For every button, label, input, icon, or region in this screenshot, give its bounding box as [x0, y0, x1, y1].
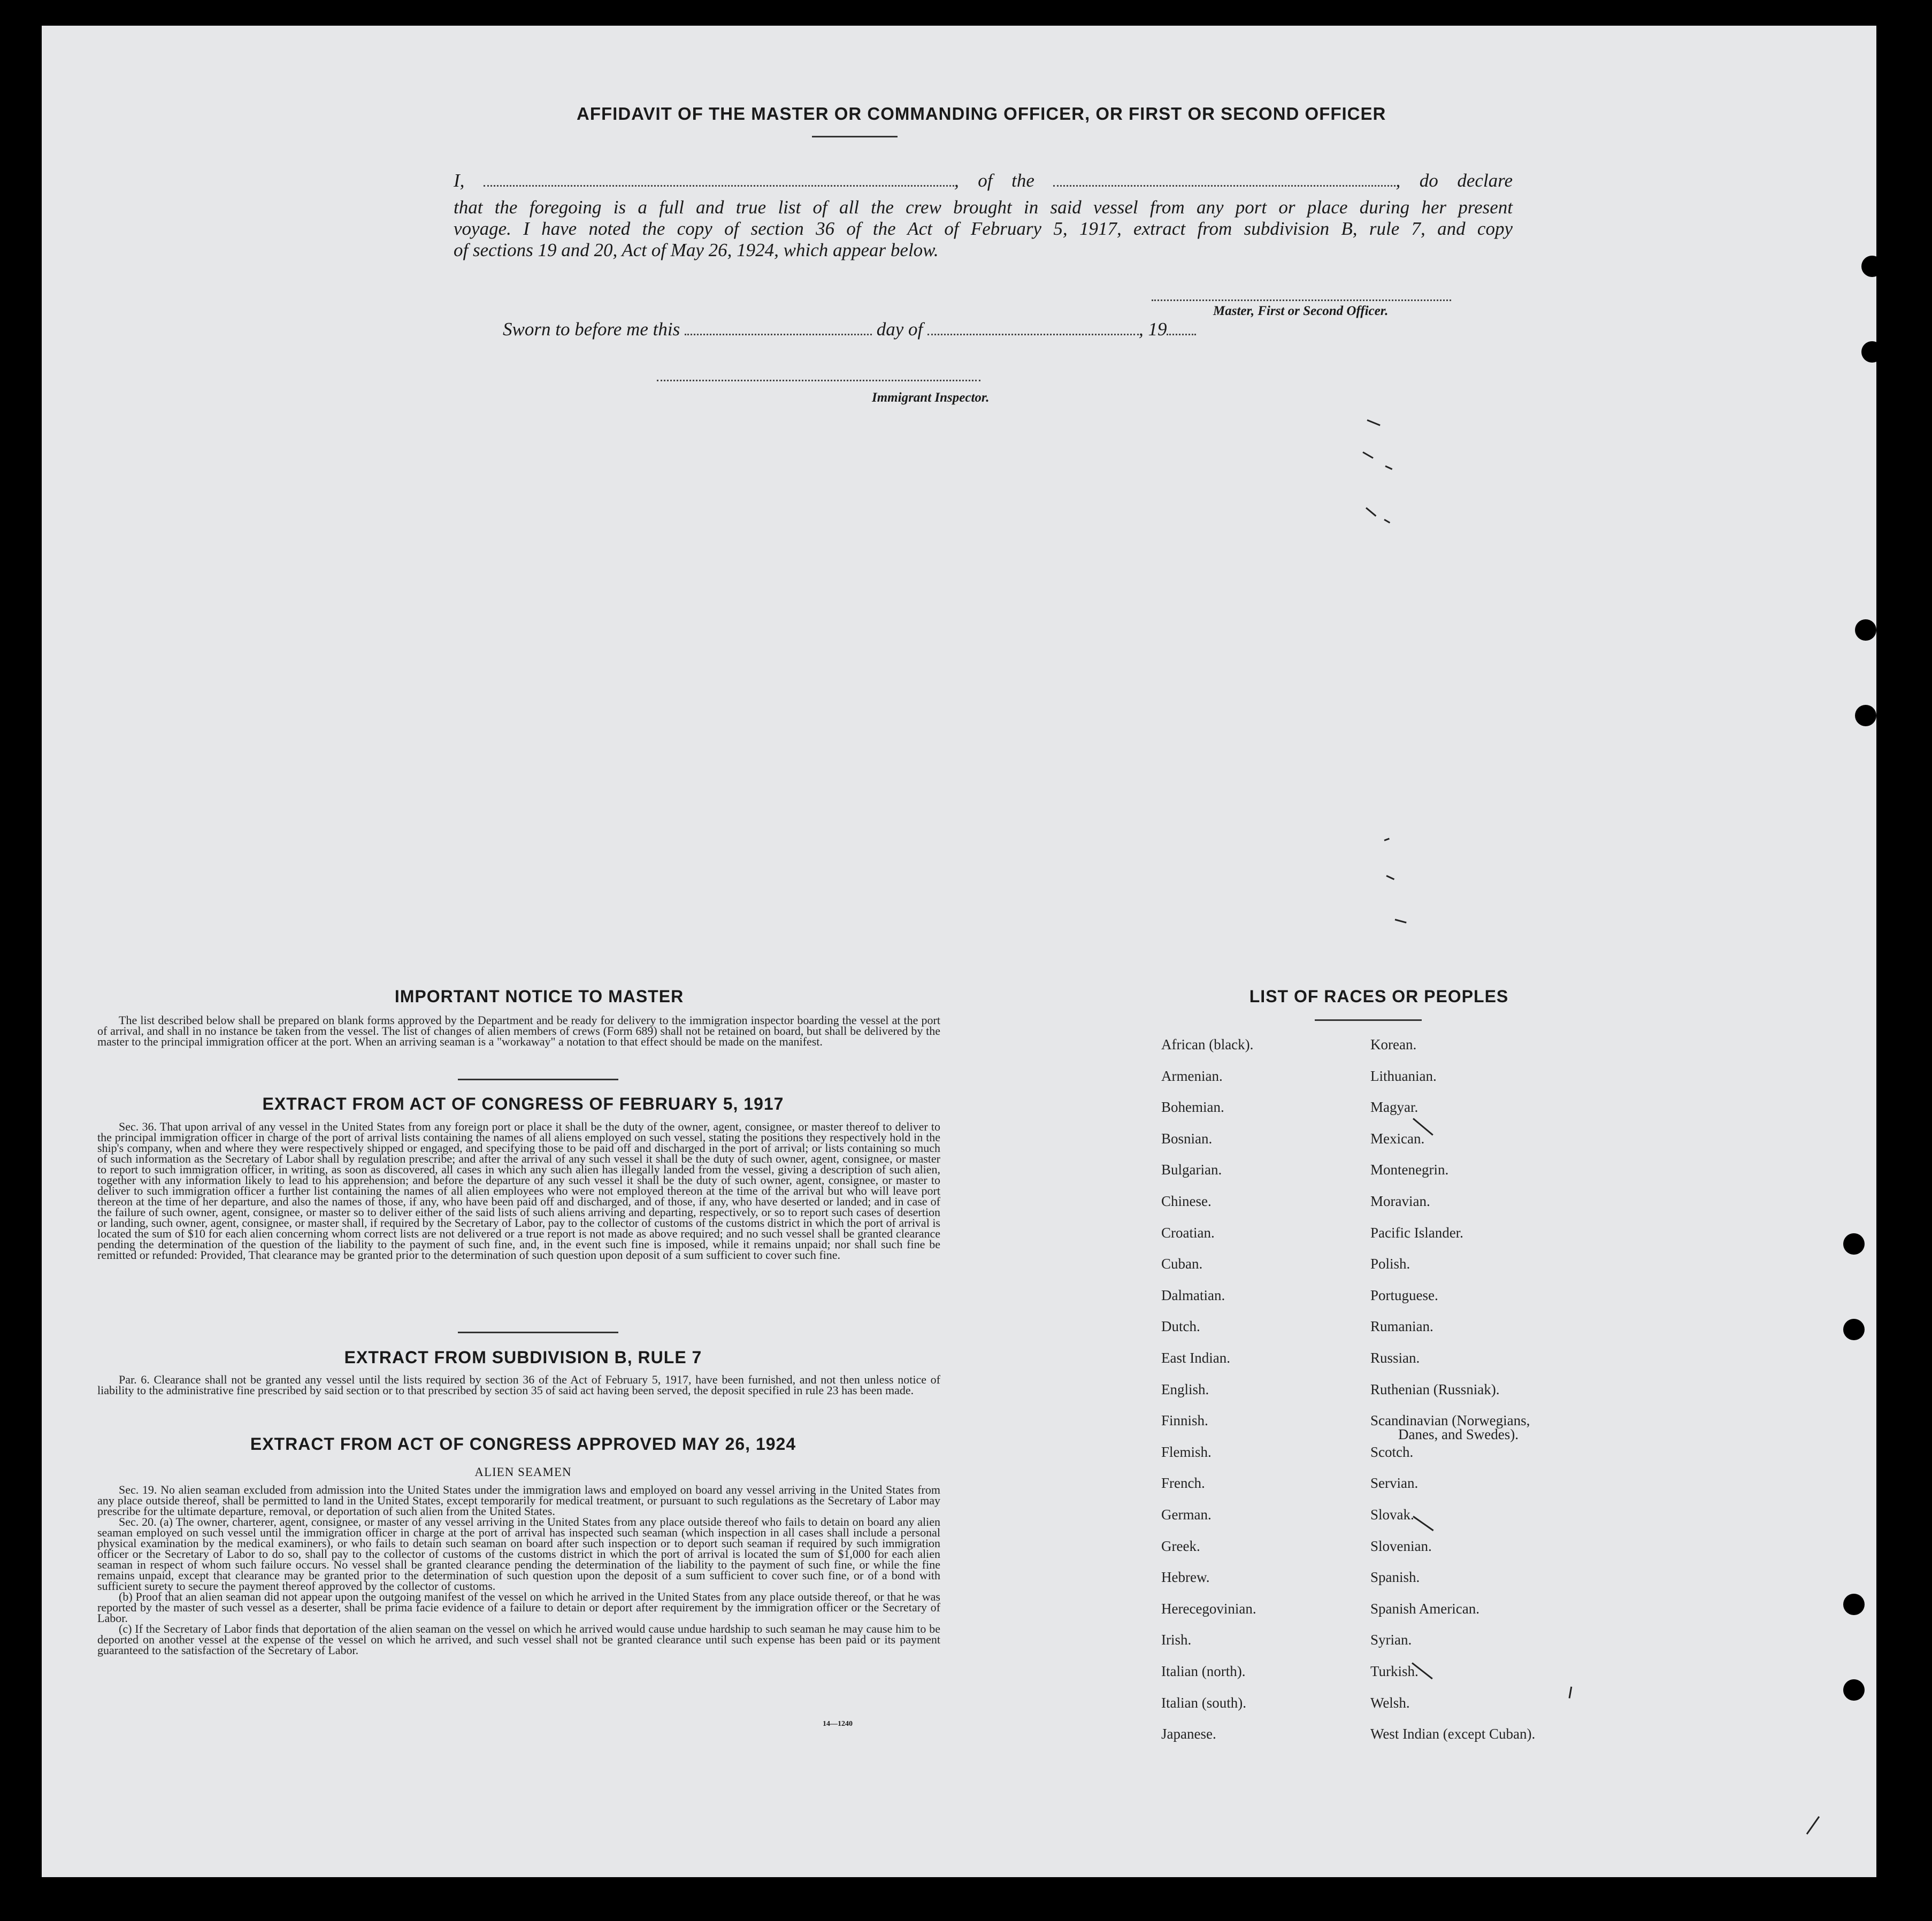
race-item: Turkish. [1370, 1663, 1419, 1679]
race-item: Flemish. [1161, 1443, 1212, 1460]
race-item: Magyar. [1370, 1099, 1419, 1116]
punch-hole [1855, 619, 1876, 641]
race-item: Montenegrin. [1370, 1162, 1449, 1178]
sworn-month-field[interactable] [927, 320, 1139, 335]
race-item: English. [1161, 1381, 1209, 1397]
scan-mark [1386, 875, 1394, 880]
officer-name-field[interactable] [484, 171, 954, 187]
race-item: Servian. [1370, 1475, 1419, 1492]
race-item: Finnish. [1161, 1412, 1208, 1429]
race-item: Italian (south). [1161, 1694, 1246, 1711]
affidavit-line-4: of sections 19 and 20, Act of May 26, 1924, which appear below. [454, 240, 939, 260]
race-item: Italian (north). [1161, 1663, 1246, 1679]
race-item: Hebrew. [1161, 1569, 1210, 1586]
race-item: Moravian. [1370, 1193, 1430, 1209]
extract-1924-title: EXTRACT FROM ACT OF CONGRESS APPROVED MAY 26, 1924 [250, 1434, 796, 1454]
race-item: Russian. [1370, 1350, 1420, 1366]
race-item: Spanish American. [1370, 1600, 1479, 1617]
race-item: Syrian. [1370, 1632, 1412, 1648]
race-item: Korean. [1370, 1036, 1417, 1052]
affidavit-line-2: that the foregoing is a full and true list of all the crew brought in said vessel from any port or place during her present [454, 197, 1513, 218]
race-item-continuation: Danes, and Swedes). [1398, 1426, 1519, 1443]
race-item: West Indian (except Cuban). [1370, 1726, 1536, 1742]
divider-2 [458, 1332, 618, 1333]
race-item: Bosnian. [1161, 1130, 1213, 1147]
race-item: Croatian. [1161, 1224, 1215, 1241]
inspector-label: Immigrant Inspector. [872, 390, 990, 405]
race-item: Welsh. [1370, 1694, 1410, 1711]
race-item: Spanish. [1370, 1569, 1420, 1586]
punch-hole [1843, 1233, 1865, 1255]
race-item: Cuban. [1161, 1256, 1203, 1272]
scan-mark [1366, 507, 1376, 517]
punch-hole [1855, 705, 1876, 726]
race-item: Irish. [1161, 1632, 1192, 1648]
affidavit-line-3: voyage. I have noted the copy of section 36 of the Act of February 5, 1917, extract from subdivision B, rule 7, and copy [454, 218, 1513, 239]
punch-hole [1843, 1319, 1865, 1340]
title-underline [812, 136, 898, 137]
extract-rule7-title: EXTRACT FROM SUBDIVISION B, RULE 7 [344, 1348, 702, 1367]
race-item: African (black). [1161, 1036, 1254, 1052]
race-item: Dalmatian. [1161, 1287, 1225, 1303]
scan-mark [1395, 919, 1407, 924]
race-item: German. [1161, 1507, 1212, 1523]
punch-hole [1861, 341, 1876, 363]
scan-mark [1384, 519, 1390, 524]
race-item: Ruthenian (Russniak). [1370, 1381, 1500, 1397]
race-item: Herecegovinian. [1161, 1600, 1256, 1617]
extract-rule7-body: Par. 6. Clearance shall not be granted any vessel until the lists required by section 36 of the Act of February 5, 1917, have been furnished, and not then unless notice of liability to the administrative fine prescribed by said section or to that prescribed by section 35 of said act having been served, the deposit specified in rule 23 has been made. [97, 1373, 940, 1397]
extract-1924-body: Sec. 19. No alien seaman excluded from admission into the United States under the immigration laws and employed on board any vessel arriving in the United States from any place outside thereof, shall be permitted to land in the United States, except temporarily for medical treatment, or pursuant to such regulations as the Secretary of Labor may prescribe for the ultimate departure, removal, or deportation of such alien from the United States. Sec. 20. (a) The owner, charterer, agent, consignee, or master of any vessel arriving in the United States from any place outside thereof who fails to detain on board any alien seaman employed on such vessel until the immigration officer in charge at the port of arrival has inspected such seaman (which inspection in all cases shall include a personal physical examination by the medical examiners), or who fails to detain such seaman on board after such inspection or to deport such seaman if required by such immigration officer or the Secretary of Labor to do so, shall pay to the collector of customs of the customs district in which the port of arrival is located the sum of $1,000 for each alien seaman in respect of whom such failure occurs. No vessel shall be granted clearance pending the determination of the liability to the payment of such fine, or while the fine remains unpaid, except that clearance may be granted prior to the determination of such question upon the deposit of a sum sufficient to cover such fine, or of a bond with sufficient surety to secure the payment thereof approved by the collector of customs. (b) Proof that an alien seaman did not appear upon the outgoing manifest of the vessel on which he arrived in the United States from any place outside thereof, or that he was reported by the master of such vessel as a deserter, shall be prima facie evidence of a failure to detain or deport after requirement by the immigration officer or the Secretary of Labor. (c) If the Secretary of Labor finds that deportation of the alien seaman on the vessel on which he arrived would cause undue hardship to such seaman he may cause him to be deported on another vessel at the expense of the vessel on which he arrived, and such vessel shall not be granted clearance until such expense has been paid or its payment guaranteed to the satisfaction of the Secretary of Labor. [97, 1483, 940, 1657]
alien-seamen-subtitle: ALIEN SEAMEN [474, 1465, 572, 1479]
master-signature-line[interactable] [1152, 299, 1451, 301]
race-item: East Indian. [1161, 1350, 1230, 1366]
race-item: Armenian. [1161, 1067, 1223, 1084]
notice-body: The list described below shall be prepared on blank forms approved by the Department and be ready for delivery to the immigration inspector boarding the vessel at the port of arrival, and shall in no instance be taken from the vessel. The list of changes of alien members of crews (Form 689) shall not be retained on board, but shall be delivered by the master to the principal immigration officer at the port. When an arriving seaman is a "workaway" a notation to that effect should be made on the manifest. [97, 1013, 940, 1048]
vessel-name-field[interactable] [1053, 171, 1396, 187]
race-item: Rumanian. [1370, 1318, 1433, 1335]
race-item: Dutch. [1161, 1318, 1200, 1335]
affidavit-title: AFFIDAVIT OF THE MASTER OR COMMANDING OFFICER, OR FIRST OR SECOND OFFICER [577, 104, 1386, 124]
scan-mark [1413, 1516, 1433, 1531]
sworn-year-field[interactable] [1167, 320, 1196, 335]
master-signature-label: Master, First or Second Officer. [1213, 304, 1389, 318]
punch-hole [1861, 256, 1876, 277]
extract-1917-body: Sec. 36. That upon arrival of any vessel in the United States from any foreign port or place it shall be the duty of the owner, agent, consignee, or master thereof to deliver to the principal immigration officer in charge of the port of arrival lists containing the names of all aliens employed on such vessel, stating the positions they respectively hold in the ship's company, when and where they were respectively shipped or engaged, and specifying those to be paid off and discharged in the port of arrival; or lists containing so much of such information as the Secretary of Labor shall by regulation prescribe; and after the arrival of any such vessel it shall be the duty of such owner, agent, consignee, or master to report to such immigration officer, in writing, as soon as discovered, all cases in which any such alien has illegally landed from the vessel, giving a description of such alien, together with any information likely to lead to his apprehension; and before the departure of any such vessel it shall be the duty of such owner, agent, consignee, or master to deliver to such immigration officer a further list containing the names of all alien employees who were not employed thereon at the time of the arrival but who will leave port thereon at the time of her departure, and also the names of those, if any, who have been paid off and discharged, and of those, if any, who have deserted or landed; and in case of the failure of such owner, agent, consignee, or master so to deliver either of the said lists of such aliens arriving and departing, respectively, or so to report such cases of desertion or landing, such owner, agent, consignee, or master shall, if required by the Secretary of Labor, pay to the collector of customs of the customs district in which the port of arrival is located the sum of $10 for each alien concerning whom correct lists are not delivered or a true report is not made as above required; and no such vessel shall be granted clearance pending the determination of the question of the liability to the payment of such fine, and, in the event such fine is imposed, while it remains unpaid; nor shall such fine be remitted or refunded: Provided, That clearance may be granted prior to the determination of such question upon deposit of a sum sufficient to cover such fine. [97, 1120, 940, 1262]
inspector-signature-line[interactable] [657, 380, 980, 381]
sworn-day-field[interactable] [685, 320, 872, 335]
punch-hole [1843, 1679, 1865, 1701]
race-item: Japanese. [1161, 1726, 1216, 1742]
race-item: French. [1161, 1475, 1205, 1492]
scan-mark [1385, 465, 1392, 470]
race-item: Bulgarian. [1161, 1162, 1222, 1178]
scan-mark [1367, 419, 1380, 426]
sworn-line: Sworn to before me this day of , 19 [503, 319, 1196, 340]
divider-1 [458, 1079, 618, 1080]
form-page [42, 26, 1876, 1877]
notice-title: IMPORTANT NOTICE TO MASTER [394, 987, 684, 1006]
race-item: Scandinavian (Norwegians, [1370, 1412, 1530, 1429]
race-item: Polish. [1370, 1256, 1410, 1272]
extract-1917-title: EXTRACT FROM ACT OF CONGRESS OF FEBRUARY 5, 1917 [262, 1094, 784, 1113]
race-item: Portuguese. [1370, 1287, 1438, 1303]
affidavit-line-1: I, , of the , do declare [454, 170, 1513, 191]
races-title: LIST OF RACES OR PEOPLES [1249, 987, 1509, 1006]
race-item: Chinese. [1161, 1193, 1212, 1209]
scan-mark [1569, 1687, 1573, 1699]
scan-mark [1806, 1816, 1820, 1834]
race-item: Lithuanian. [1370, 1067, 1437, 1084]
race-item: Pacific Islander. [1370, 1224, 1463, 1241]
race-item: Mexican. [1370, 1130, 1425, 1147]
race-item: Scotch. [1370, 1443, 1414, 1460]
race-item: Bohemian. [1161, 1099, 1224, 1116]
scan-mark [1362, 451, 1374, 459]
punch-hole [1843, 1594, 1865, 1615]
races-title-underline [1315, 1019, 1422, 1021]
race-item: Greek. [1161, 1538, 1200, 1554]
form-number: 14—1240 [823, 1720, 853, 1728]
race-item: Slovenian. [1370, 1538, 1432, 1554]
race-item: Slovak. [1370, 1507, 1414, 1523]
scan-mark [1384, 838, 1389, 841]
